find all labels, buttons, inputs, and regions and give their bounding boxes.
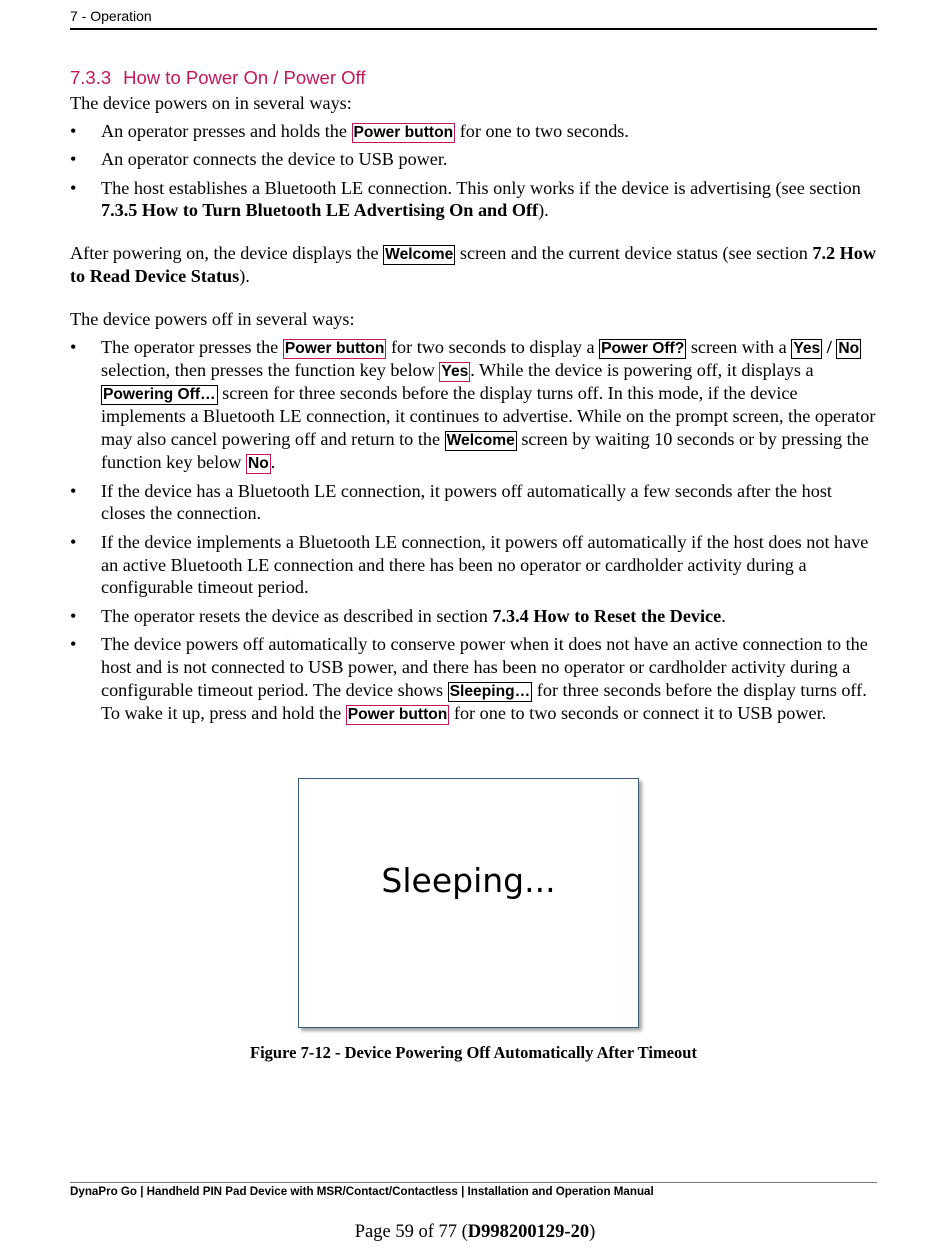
intro-power-on: The device powers on in several ways: — [70, 93, 352, 113]
ui-label-welcome: Welcome — [446, 431, 515, 449]
section-reference: 7.2 How to Read Device Status — [70, 242, 877, 286]
ui-label-yes-key: Yes — [441, 363, 469, 381]
list-item: • An operator connects the device to USB power. — [70, 148, 877, 171]
ui-label-power-button: Power button — [353, 123, 454, 141]
power-on-list — [70, 120, 877, 222]
list-item: • The host establishes a Bluetooth LE connection. This only works if the device is advertising (see section 7.3.5 How to Turn Bluetooth LE Advertising On and Off). — [70, 177, 877, 222]
footer-divider — [70, 1182, 877, 1183]
list-item: • An operator presses and holds the Power button for one to two seconds. — [70, 120, 877, 143]
ui-label-no-key: No — [247, 454, 269, 472]
ui-label-no: No — [838, 340, 860, 358]
ui-label-power-button: Power button — [347, 705, 448, 723]
section-number: 7.3.3 — [70, 67, 112, 88]
ui-label-powering-off: Powering Off… — [103, 386, 216, 404]
list-item: • If the device implements a Bluetooth LE connection, it powers off automatically if the host does not have an active Bluetooth LE connection and there has been no operator or cardholder activity during a configurable timeout period. — [70, 531, 877, 599]
footer-text: DynaPro Go | Handheld PIN Pad Device with MSR/Contact/Contactless | Installation and Operation Manual — [70, 1185, 654, 1198]
ui-label-power-button: Power button — [284, 340, 385, 358]
screen-text: Sleeping... — [381, 861, 556, 900]
page-header — [70, 8, 877, 30]
list-item: • If the device has a Bluetooth LE connection, it powers off automatically a few seconds after the host closes the connection. — [70, 480, 877, 525]
list-item: • The operator resets the device as described in section 7.3.4 How to Reset the Device. — [70, 605, 877, 628]
chapter-title: 7 - Operation — [70, 8, 152, 24]
section-reference: 7.3.4 How to Reset the Device — [492, 605, 722, 626]
ui-label-yes: Yes — [793, 340, 821, 358]
ui-label-sleeping: Sleeping… — [449, 682, 531, 700]
intro-power-off: The device powers off in several ways: — [70, 308, 355, 329]
section-reference: 7.3.5 How to Turn Bluetooth LE Advertising On and Off — [101, 200, 539, 221]
ui-label-welcome: Welcome — [385, 245, 454, 263]
section-heading — [70, 66, 877, 90]
document-body — [70, 66, 877, 731]
device-screen-figure — [298, 778, 639, 1028]
document-id: D998200129-20 — [467, 1222, 590, 1242]
ui-label-power-off: Power Off? — [601, 340, 685, 358]
page-number: Page 59 of 77 (D998200129-20) — [354, 1222, 596, 1242]
section-title: How to Power On / Power Off — [123, 67, 366, 88]
power-off-list — [70, 336, 877, 724]
after-power-on-paragraph: After powering on, the device displays the Welcome screen and the current device status (see section 7.2 How to Read Device Status). — [70, 242, 877, 286]
list-item: • The device powers off automatically to conserve power when it does not have an active connection to the host and is not connected to USB power, and there has been no operator or cardholder activity during a configurable timeout period. The device shows Sleeping… for three seconds before the display turns off. To wake it up, press and hold the Power button for one to two seconds or connect it to USB power. — [70, 633, 877, 724]
figure-caption: Figure 7-12 - Device Powering Off Automatically After Timeout — [250, 1043, 697, 1062]
list-item: • The operator presses the Power button for two seconds to display a Power Off? screen with a Yes / No selection, then presses the function key below Yes . While the device is powering off, it displays a Powering Off… screen for three seconds before the display turns off. In this mode, if the device implements a Bluetooth LE connection, it continues to advertise. While on the prompt screen, the operator may also cancel powering off and return to the Welcome screen by waiting 10 seconds or by pressing the function key below No . — [70, 336, 877, 474]
